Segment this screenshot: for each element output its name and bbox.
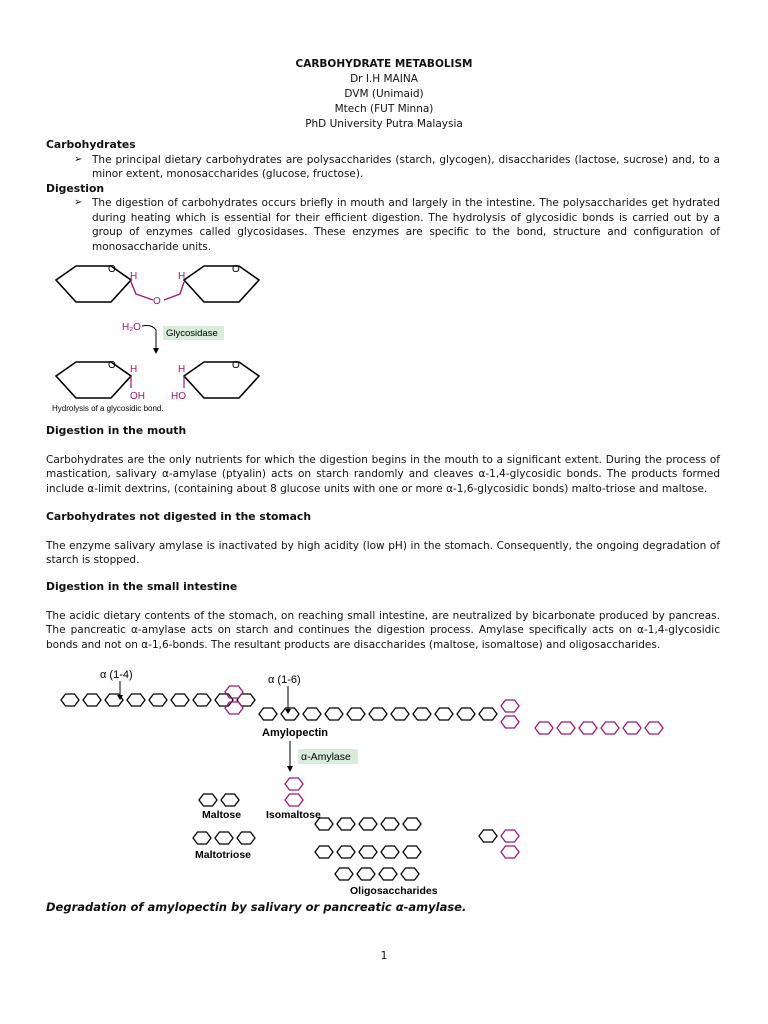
glucose-unit bbox=[579, 722, 597, 734]
glucose-unit bbox=[347, 708, 365, 720]
h-label-left: H bbox=[130, 364, 138, 375]
arrow-bullet-icon: ➢ bbox=[74, 153, 83, 165]
glucose-unit bbox=[149, 694, 167, 706]
heading-intestine: Digestion in the small intestine bbox=[46, 580, 238, 593]
document-header bbox=[0, 57, 768, 132]
isomaltose-label: Isomaltose bbox=[266, 809, 321, 821]
glucose-unit bbox=[237, 832, 255, 844]
h-label-left: H bbox=[130, 271, 138, 282]
mouth-text: Carbohydrates are the only nutrients for which the digestion begins in the mouth to a significant extent. During the process of mastication, salivary α-amylase (ptyalin) acts on starch randomly and cleaves α-1,4-glycosidic bonds. The products formed include α-limit dextrins, (containing about 8 glucose units with one or more α-1,6-glycosidic bonds) malto-triose and maltose. bbox=[46, 453, 720, 495]
ho-label: HO bbox=[171, 391, 186, 402]
oligosaccharides-label: Oligosaccharides bbox=[350, 885, 438, 897]
glucose-unit bbox=[379, 868, 397, 880]
intestine-section bbox=[46, 580, 720, 652]
glucose-unit bbox=[285, 794, 303, 806]
glucose-unit bbox=[391, 708, 409, 720]
glucose-unit bbox=[403, 818, 421, 830]
glucose-unit bbox=[171, 694, 189, 706]
glucose-unit bbox=[303, 708, 321, 720]
glucose-unit bbox=[337, 818, 355, 830]
ring-oxygen-label: O bbox=[232, 360, 240, 371]
glucose-unit bbox=[381, 818, 399, 830]
author-degree-1: DVM (Unimaid) bbox=[344, 88, 424, 100]
glucose-unit bbox=[457, 708, 475, 720]
glucose-unit bbox=[325, 708, 343, 720]
glucose-unit bbox=[501, 846, 519, 858]
glucose-unit bbox=[335, 868, 353, 880]
glucose-unit bbox=[413, 708, 431, 720]
glucose-unit bbox=[215, 694, 233, 706]
glucose-unit bbox=[479, 830, 497, 842]
author-name: Dr I.H MAINA bbox=[350, 73, 418, 85]
ring-oxygen-label: O bbox=[108, 264, 116, 275]
bullet-digestion bbox=[46, 196, 720, 254]
figure-amylopectin-degradation bbox=[40, 664, 730, 900]
ring-oxygen-label: O bbox=[108, 360, 116, 371]
stomach-text: The enzyme salivary amylase is inactivated by high acidity (low pH) in the stomach. Consequently, the ongoing degradation of starch is stopped. bbox=[46, 539, 720, 566]
intestine-text: The acidic dietary contents of the stomach, on reaching small intestine, are neutralized by bicarbonate produced by pancreas. The pancreatic α-amylase acts on starch and continues the digestion process. Amylase specifically acts on α-1,4-glycosidic bonds and not on α-1,6-bonds. The resultant products are disaccharides (maltose, isomaltose) and oligosaccharides. bbox=[46, 609, 720, 651]
glucose-unit bbox=[315, 846, 333, 858]
glucose-unit bbox=[435, 708, 453, 720]
h-label-right: H bbox=[178, 364, 186, 375]
glucose-unit bbox=[259, 708, 277, 720]
maltose-label: Maltose bbox=[202, 809, 242, 821]
link-oxygen-label: O bbox=[153, 296, 161, 307]
glucose-unit bbox=[601, 722, 619, 734]
glucose-unit bbox=[215, 832, 233, 844]
figure2-caption: Degradation of amylopectin by salivary or pancreatic α-amylase. bbox=[46, 900, 467, 914]
glucose-unit bbox=[127, 694, 145, 706]
glucose-unit bbox=[225, 686, 243, 698]
glucose-unit bbox=[225, 702, 243, 714]
heading-digestion: Digestion bbox=[46, 181, 105, 195]
intro-section bbox=[46, 138, 720, 254]
glucose-unit bbox=[403, 846, 421, 858]
author-degree-2: Mtech (FUT Minna) bbox=[334, 103, 434, 115]
glucose-unit bbox=[557, 722, 575, 734]
alpha-1-6-label: α (1-6) bbox=[268, 674, 301, 686]
glucose-unit bbox=[479, 708, 497, 720]
enzyme-label: Glycosidase bbox=[166, 328, 218, 339]
glucose-unit bbox=[381, 846, 399, 858]
glucose-unit bbox=[285, 778, 303, 790]
sugar-ring bbox=[184, 266, 259, 302]
glycosidic-bond bbox=[164, 282, 184, 300]
h-label-right: H bbox=[178, 271, 186, 282]
bullet-digestion-text: The digestion of carbohydrates occurs briefly in mouth and largely in the intestine. The polysaccharides get hydrated during heating which is essential for their efficient digestion. The hydrolysis of glycosidic bonds is carried out by a group of enzymes called glycosidases. These enzymes are specific to the bond, structure and configuration of monosaccharide units. bbox=[92, 197, 720, 253]
heading-mouth: Digestion in the mouth bbox=[46, 424, 187, 437]
arrow-head bbox=[153, 348, 159, 354]
glucose-unit bbox=[61, 694, 79, 706]
figure1-caption: Hydrolysis of a glycosidic bond. bbox=[52, 404, 164, 413]
glucose-unit bbox=[369, 708, 387, 720]
oh-label: OH bbox=[130, 391, 145, 402]
glycosidic-bond bbox=[131, 282, 153, 300]
amylopectin-label: Amylopectin bbox=[262, 727, 329, 739]
sugar-ring bbox=[56, 362, 131, 398]
arrow-head bbox=[285, 709, 291, 714]
bullet-carbohydrates bbox=[46, 153, 720, 182]
glucose-unit bbox=[193, 694, 211, 706]
glucose-unit bbox=[359, 818, 377, 830]
alpha-1-4-label: α (1-4) bbox=[100, 669, 133, 681]
glucose-unit bbox=[501, 716, 519, 728]
mouth-section bbox=[46, 424, 720, 496]
arrow-head bbox=[287, 766, 293, 772]
glucose-unit bbox=[193, 832, 211, 844]
stomach-section bbox=[46, 510, 720, 568]
glucose-unit bbox=[83, 694, 101, 706]
glucose-unit bbox=[359, 846, 377, 858]
bullet-carbohydrates-text: The principal dietary carbohydrates are polysaccharides (starch, glycogen), disaccharides (lactose, sucrose) and, to a minor extent, monosaccharides (glucose, fructose). bbox=[92, 153, 720, 180]
glucose-unit bbox=[337, 846, 355, 858]
glucose-unit bbox=[535, 722, 553, 734]
glucose-unit bbox=[623, 722, 641, 734]
author-degree-3: PhD University Putra Malaysia bbox=[305, 118, 463, 130]
glucose-unit bbox=[199, 794, 217, 806]
figure-glycosidic-hydrolysis bbox=[46, 258, 276, 418]
glucose-unit bbox=[501, 700, 519, 712]
ring-oxygen-label: O bbox=[232, 264, 240, 275]
glucose-unit bbox=[501, 830, 519, 842]
amylase-label: α-Amylase bbox=[301, 751, 351, 763]
glucose-unit bbox=[401, 868, 419, 880]
page-number: 1 bbox=[380, 949, 388, 962]
maltotriose-label: Maltotriose bbox=[195, 849, 252, 861]
sugar-ring bbox=[56, 266, 131, 302]
glucose-unit bbox=[357, 868, 375, 880]
arrow-bullet-icon: ➢ bbox=[74, 197, 83, 208]
glucose-unit bbox=[645, 722, 663, 734]
document-title: CARBOHYDRATE METABOLISM bbox=[295, 58, 473, 70]
heading-carbohydrates: Carbohydrates bbox=[46, 138, 136, 151]
heading-stomach: Carbohydrates not digested in the stomach bbox=[46, 510, 312, 523]
water-label: H₂O bbox=[122, 322, 141, 333]
glucose-unit bbox=[221, 794, 239, 806]
sugar-ring bbox=[184, 362, 259, 398]
